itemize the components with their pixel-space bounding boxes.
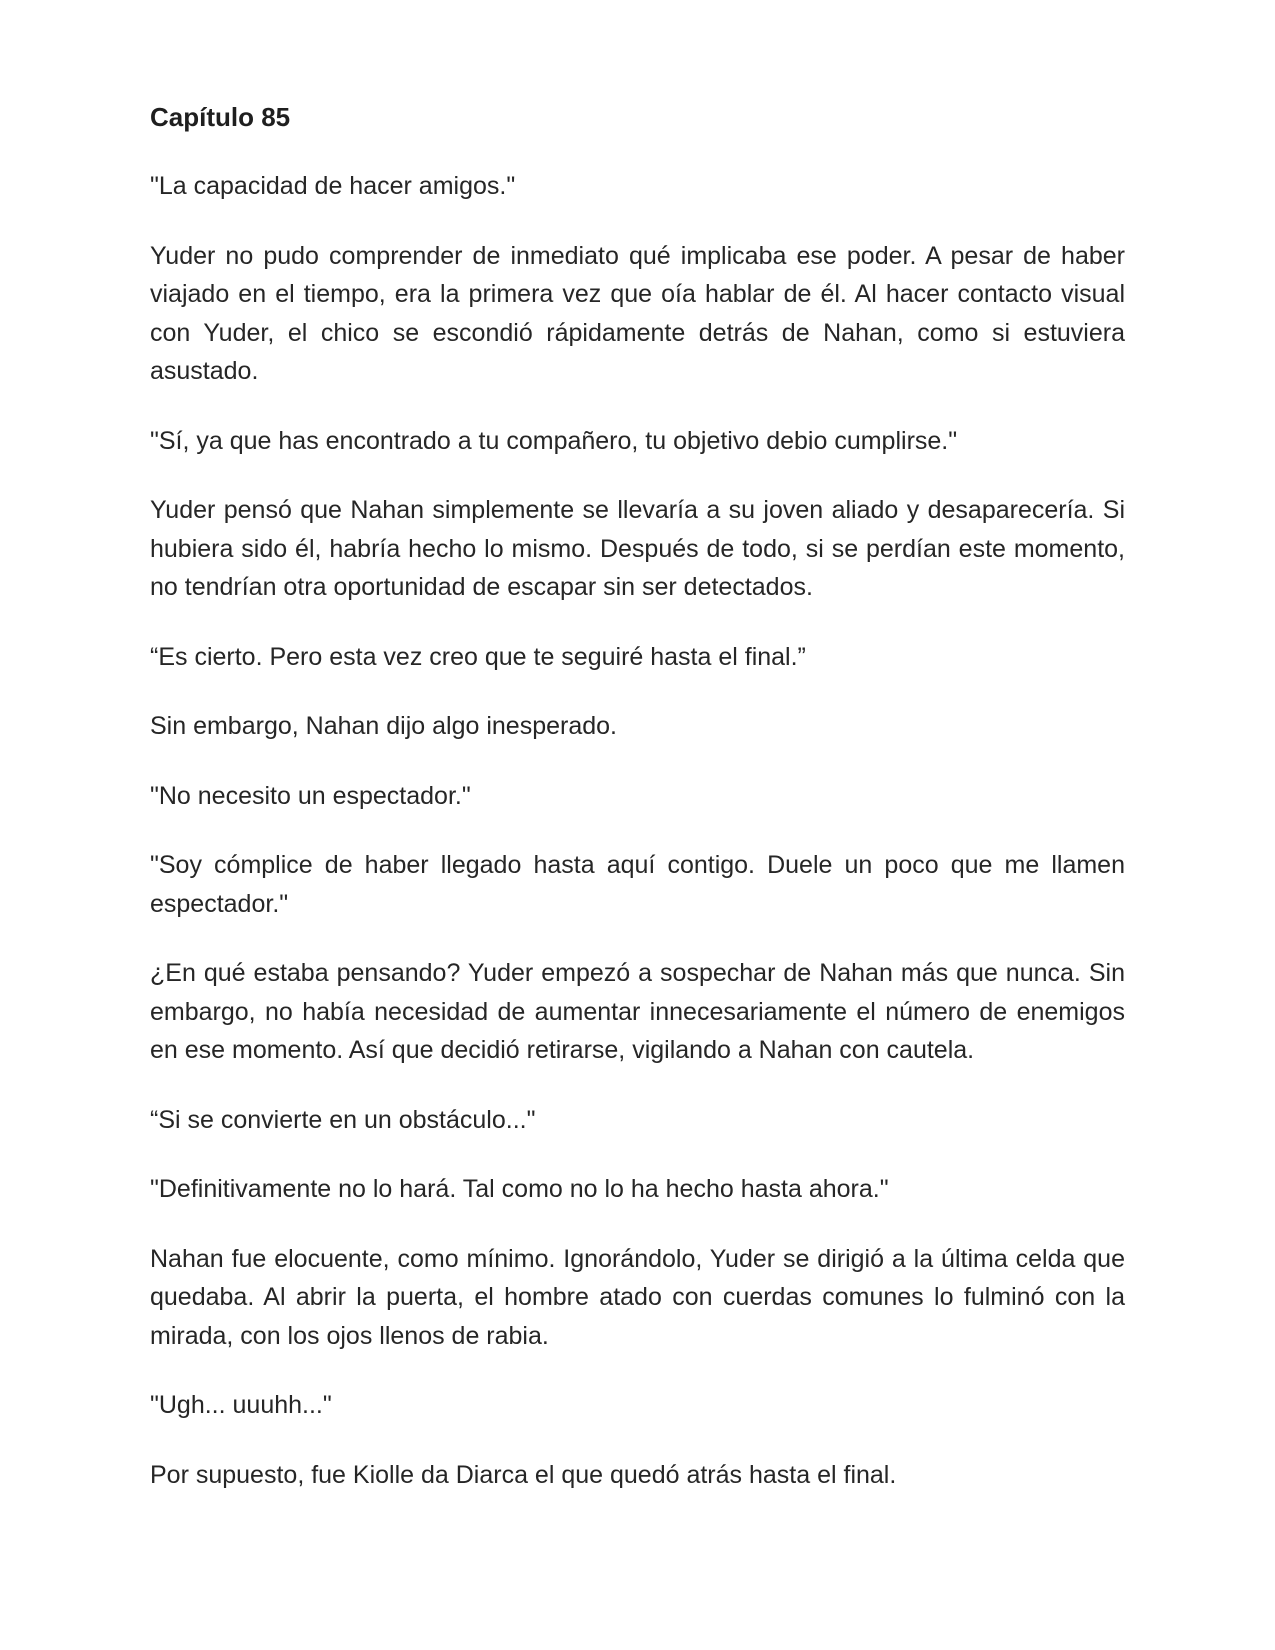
paragraph-5: “Es cierto. Pero esta vez creo que te seguiré hasta el final.” — [150, 642, 806, 671]
paragraph-8: "Soy cómplice de haber llegado hasta aquí contigo. Duele un poco que me llamen espectador." — [150, 851, 1125, 918]
chapter-title: Capítulo 85 — [150, 102, 291, 132]
paragraph-2: Yuder no pudo comprender de inmediato qué implicaba ese poder. A pesar de haber viajado en el tiempo, era la primera vez que oía hablar de él. Al hacer contacto visual con Yuder, el chico se escondió rápidamente detrás de Nahan, como si estuviera asustado. — [150, 241, 1125, 385]
paragraph-13: "Ugh... uuuhh..." — [150, 1391, 332, 1419]
paragraph-9: ¿En qué estaba pensando? Yuder empezó a sospechar de Nahan más que nunca. Sin embargo, no había necesidad de aumentar innecesariamente el número de enemigos en ese momento. Así que decidió retirarse, vigilando a Nahan con cautela. — [150, 959, 1125, 1064]
paragraph-7: "No necesito un espectador." — [150, 781, 471, 810]
paragraph-1: "La capacidad de hacer amigos." — [150, 172, 516, 200]
paragraph-3: "Sí, ya que has encontrado a tu compañero, tu objetivo debio cumplirse." — [150, 426, 958, 455]
paragraph-12: Nahan fue elocuente, como mínimo. Ignorándolo, Yuder se dirigió a la última celda que quedaba. Al abrir la puerta, el hombre atado con cuerdas comunes lo fulminó con la mirada, con los ojos llenos de rabia. — [150, 1244, 1125, 1350]
paragraph-14: Por supuesto, fue Kiolle da Diarca el que quedó atrás hasta el final. — [150, 1460, 897, 1489]
paragraph-11: "Definitivamente no lo hará. Tal como no lo ha hecho hasta ahora." — [150, 1175, 889, 1203]
document-page — [150, 98, 1125, 1494]
paragraph-10: “Si se convierte en un obstáculo..." — [150, 1105, 536, 1134]
paragraph-4: Yuder pensó que Nahan simplemente se llevaría a su joven aliado y desaparecería. Si hubiera sido él, habría hecho lo mismo. Después de todo, si se perdían este momento, no tendrían otra oportunidad de escapar sin ser detectados. — [150, 496, 1125, 601]
paragraph-6: Sin embargo, Nahan dijo algo inesperado. — [150, 712, 617, 740]
